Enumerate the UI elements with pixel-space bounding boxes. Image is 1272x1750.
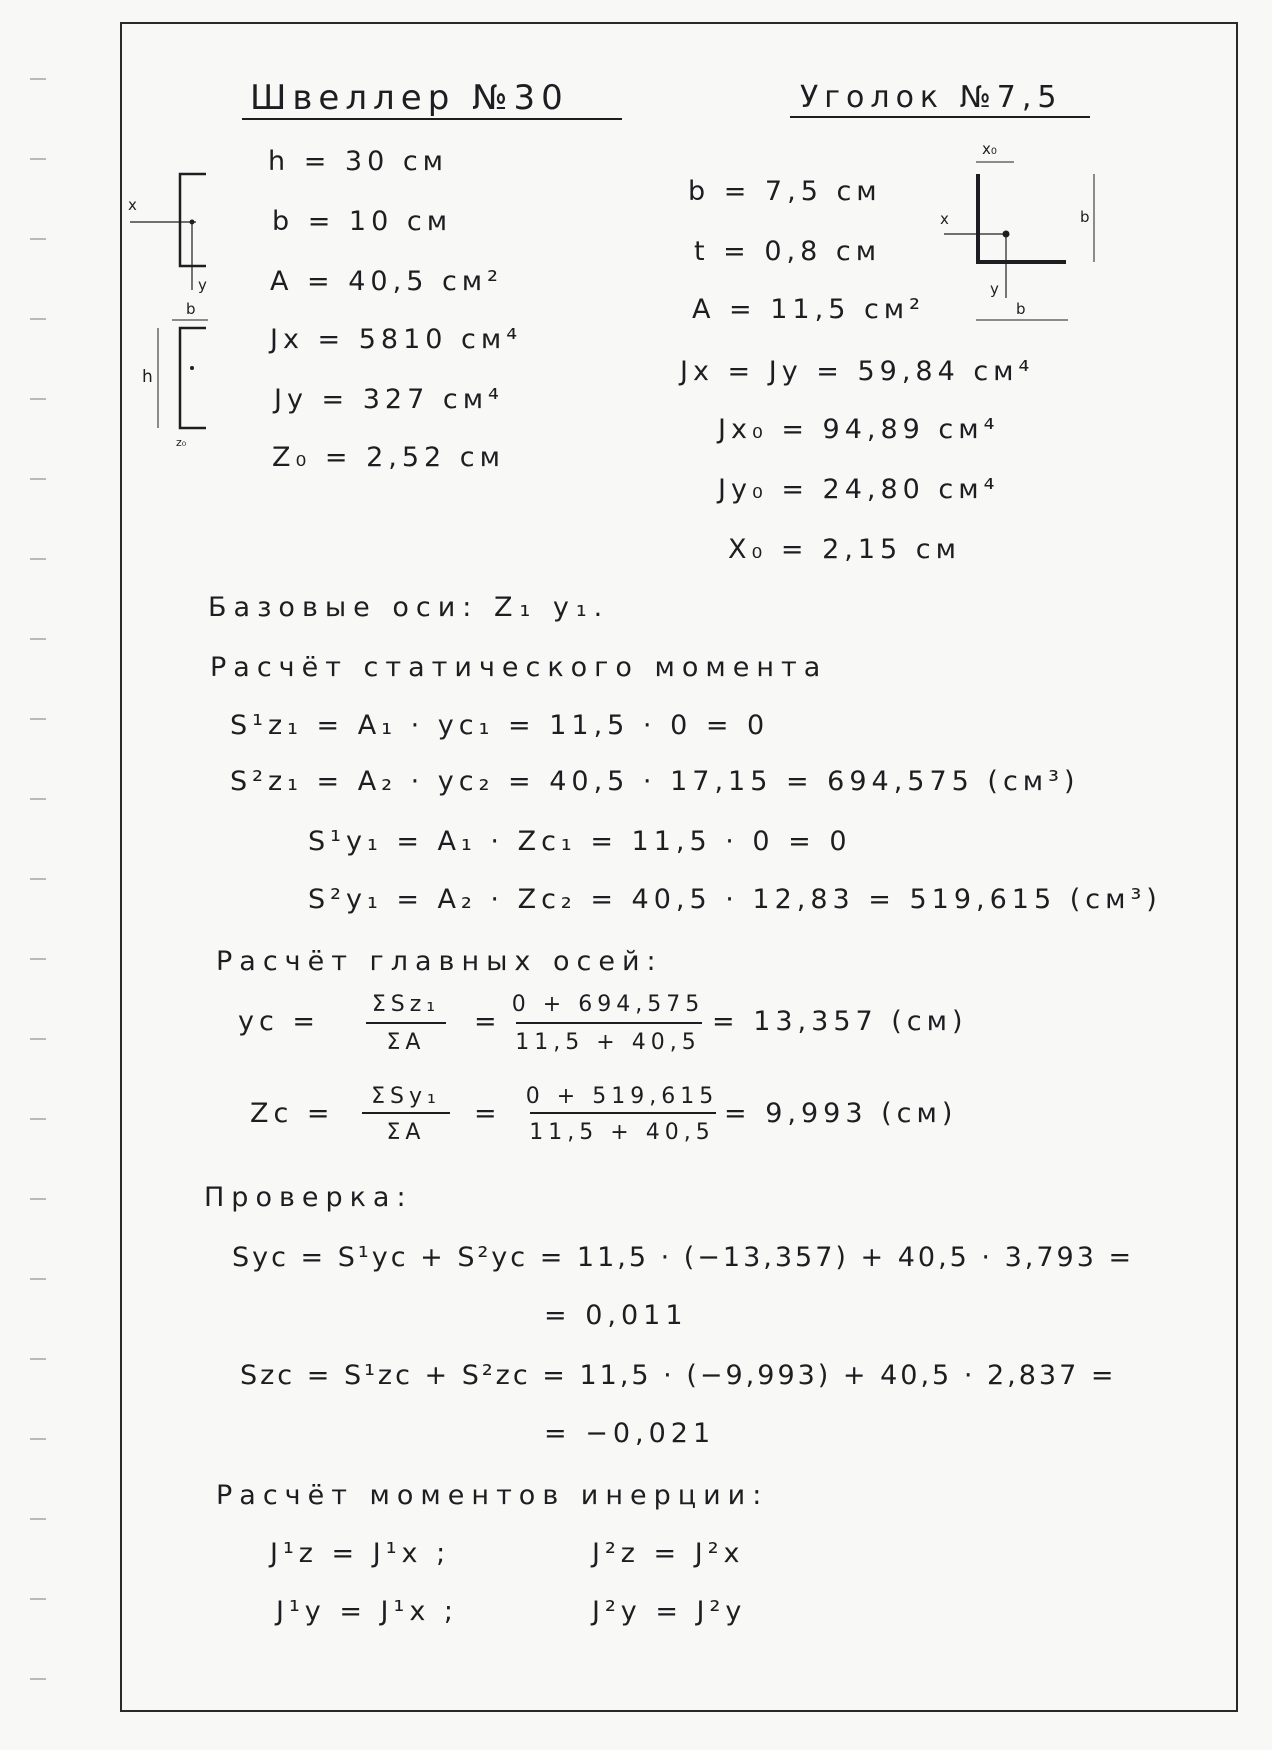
inertia-header: Расчёт моментов инерции: [216,1480,769,1511]
channel-prop-jy: Jy = 327 см⁴ [274,384,504,415]
margin-tick [30,478,46,480]
main-axes-header: Расчёт главных осей: [216,946,663,977]
margin-tick [30,1358,46,1360]
margin-tick [30,398,46,400]
jy1-line: J¹y = J¹x ; [276,1596,458,1627]
margin-tick [30,1278,46,1280]
channel-title: Швеллер №30 [250,78,569,118]
s1z-line: S¹z₁ = A₁ · yc₁ = 11,5 · 0 = 0 [230,710,770,741]
s1y-line: S¹y₁ = A₁ · Zc₁ = 11,5 · 0 = 0 [308,826,852,857]
yc-frac1-num: ΣSz₁ [371,992,441,1017]
margin-tick [30,638,46,640]
channel-x-label: x [128,196,137,214]
jy2-line: J²y = J²y [592,1596,747,1627]
yc-frac1-den: ΣA [386,1030,426,1055]
yc-frac1-bar [366,1022,446,1024]
channel-prop-jx: Jx = 5810 см⁴ [270,324,523,355]
zc-frac2-num: 0 + 519,615 [525,1084,719,1109]
margin-tick [30,1678,46,1680]
margin-tick [30,158,46,160]
base-axes-line: Базовые оси: Z₁ y₁. [208,592,610,623]
angle-prop-jx-jy: Jx = Jy = 59,84 см⁴ [680,356,1035,387]
angle-prop-jx0: Jx₀ = 94,89 см⁴ [718,414,1000,445]
channel-y-label: y [198,276,207,294]
margin-tick [30,318,46,320]
margin-tick [30,558,46,560]
angle-y-label: y [990,280,999,298]
yc-lhs: yc = [238,1006,321,1037]
s2z-line: S²z₁ = A₂ · yc₂ = 40,5 · 17,15 = 694,575 (см³) [230,766,1080,797]
szc-line-2: = −0,021 [544,1418,716,1449]
jz1-line: J¹z = J¹x ; [270,1538,451,1569]
syc-line-2: = 0,011 [544,1300,688,1331]
yc-frac2-den: 11,5 + 40,5 [515,1030,701,1055]
margin-tick [30,78,46,80]
jz2-line: J²z = J²x [592,1538,745,1569]
channel-prop-a: A = 40,5 см² [270,266,503,297]
syc-line-1: Syc = S¹yc + S²yc = 11,5 · (−13,357) + 40,5 · 3,793 = [232,1242,1135,1273]
zc-lhs: Zc = [250,1098,335,1129]
angle-sketch [930,138,1110,338]
zc-frac2-bar [530,1112,716,1114]
margin-tick [30,1038,46,1040]
yc-eq: = [474,1006,502,1037]
yc-frac2-bar [516,1022,702,1024]
zc-frac1-num: ΣSy₁ [371,1084,441,1109]
angle-x0-label: x₀ [982,140,997,158]
zc-result: = 9,993 (см) [724,1098,958,1129]
margin-tick [30,958,46,960]
channel-prop-h: h = 30 см [268,146,449,177]
channel-prop-z0: Z₀ = 2,52 см [272,442,506,473]
s2y-line: S²y₁ = A₂ · Zc₂ = 40,5 · 12,83 = 519,615 (см³) [308,884,1162,915]
zc-eq: = [474,1098,502,1129]
angle-prop-x0: X₀ = 2,15 см [728,534,962,565]
szc-line-1: Szc = S¹zc + S²zc = 11,5 · (−9,993) + 40,5 · 2,837 = [240,1360,1117,1391]
channel-z0-label: z₀ [176,436,187,449]
angle-prop-t: t = 0,8 см [694,236,882,267]
yc-frac2-num: 0 + 694,575 [511,992,705,1017]
angle-b-bottom-label: b [1016,300,1026,318]
margin-tick [30,1518,46,1520]
angle-x-label: x [940,210,949,228]
angle-title: Уголок №7,5 [800,80,1063,115]
margin-tick [30,1598,46,1600]
zc-frac1-bar [362,1112,450,1114]
margin-tick [30,238,46,240]
angle-prop-a: A = 11,5 см² [692,294,925,325]
channel-h-label: h [142,367,153,387]
yc-result: = 13,357 (см) [712,1006,968,1037]
zc-frac2-den: 11,5 + 40,5 [529,1120,715,1145]
margin-tick [30,1438,46,1440]
margin-tick [30,878,46,880]
channel-b-label: b [186,300,196,318]
zc-frac1-den: ΣA [386,1120,426,1145]
angle-prop-jy0: Jy₀ = 24,80 см⁴ [718,474,1000,505]
margin-tick [30,798,46,800]
static-moment-header: Расчёт статического момента [210,652,828,683]
angle-title-underline [790,116,1090,118]
channel-title-underline [242,118,622,120]
margin-tick [30,1118,46,1120]
margin-tick [30,718,46,720]
angle-b-right-label: b [1080,208,1090,226]
check-header: Проверка: [204,1182,413,1213]
channel-prop-b: b = 10 см [272,206,453,237]
margin-tick [30,1198,46,1200]
angle-prop-b: b = 7,5 см [688,176,882,207]
channel-sketch [120,160,230,449]
